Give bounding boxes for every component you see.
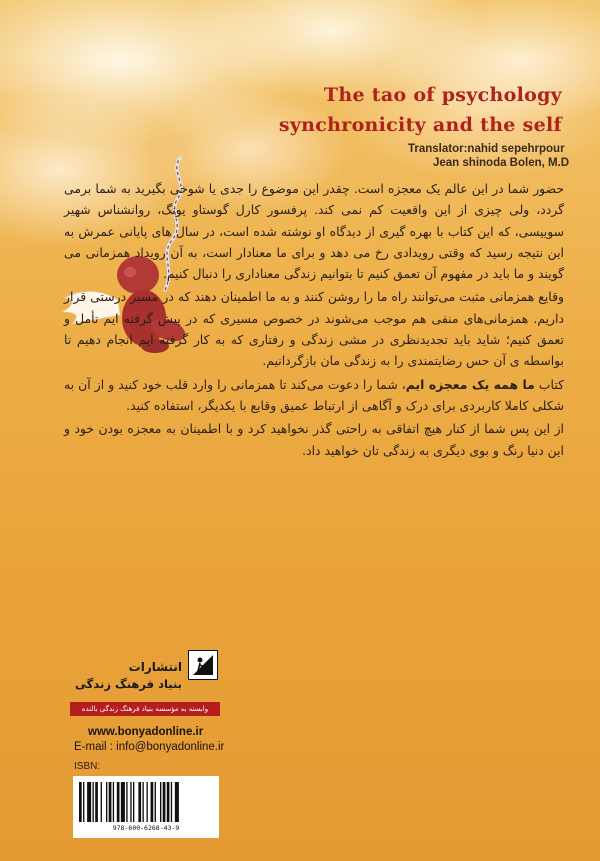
publisher-logo-icon <box>188 650 218 680</box>
blurb-paragraph-1: حضور شما در این عالم یک معجزه است. چقدر این موضوع را جدی یا شوخی بگیرید به شما برمی گردد، ولی چیزی از این واقعیت کم نمی کند. پرفسور کارل گوستاو یونگ، روانشناس شهیر سوییسی، که این کتاب با بهره گیری از دیدگاه او نوشته شده است، در سال های پایانی عمرش به این نتیجه رسید که وقتی رویدادی رخ می دهد و برای ما معنادار است، به آن رویداد همزمانی می گویند و ما باید در مفهوم آن تعمق کنیم تا بتوانیم زندگی معناداری را دنبال کنیم. <box>64 181 564 282</box>
publisher-logo <box>70 650 230 722</box>
publisher-website: www.bonyadonline.ir <box>88 726 204 738</box>
book-subtitle: synchronicity and the self <box>278 114 562 136</box>
publisher-email: E-mail : info@bonyadonline.ir <box>74 741 225 753</box>
book-name-bold: ما همه یک معجزه ایم <box>405 376 535 392</box>
para3-post: ، شما را دعوت می‌کند تا همزمانی را وارد قلب خود کنید و از آن به شکلی کاملا کاربردی برای درک و آگاهی از ارتباط عمیق وقایع با یکدیگر، استفاده کنید. <box>64 376 564 413</box>
translator-credit: Translator:nahid sepehrpour <box>408 143 565 155</box>
para3-pre: کتاب <box>534 376 564 392</box>
barcode <box>73 776 219 838</box>
book-title: The tao of psychology <box>323 84 562 106</box>
blurb-text <box>64 178 564 463</box>
author-credit: Jean shinoda Bolen, M.D <box>433 157 570 169</box>
publisher-tagline: وابسته به مؤسسه بنیاد فرهنگ زندگی بالنده <box>70 702 220 716</box>
blurb-paragraph-3 <box>64 374 564 417</box>
publisher-name-line1: انتشارات <box>128 660 182 674</box>
blurb-paragraph-2: وقایع همزمانی مثبت می‌توانند راه ما را روشن کنند و به ما اطمینان دهند که در مسیر درستی قرار داریم. همزمانی‌های منفی هم موجب می‌شوند در خصوص مسیری که در پیش گرفته ایم تأمل و تعمق کنیم؛ شاید باید تجدیدنظری در مشی زندگی و رفتاری که به کار گرفته ایم انجام دهیم تا بواسطه ی آن حس رضایتمندی را به زندگی مان بازگردانیم. <box>64 289 564 369</box>
isbn-number: 978-600-6268-43-9 <box>112 824 180 832</box>
publisher-name-line2: بنیاد فرهنگ زندگی <box>75 677 182 691</box>
isbn-label: ISBN: <box>74 761 101 772</box>
blurb-paragraph-4: از این پس شما از کنار هیچ اتفاقی به راحتی گذر نخواهید کرد و با اطمینان به معجزه بودن خود و این دنیا رنگ و بوی دیگری به زندگی تان خواهید داد. <box>64 421 564 458</box>
